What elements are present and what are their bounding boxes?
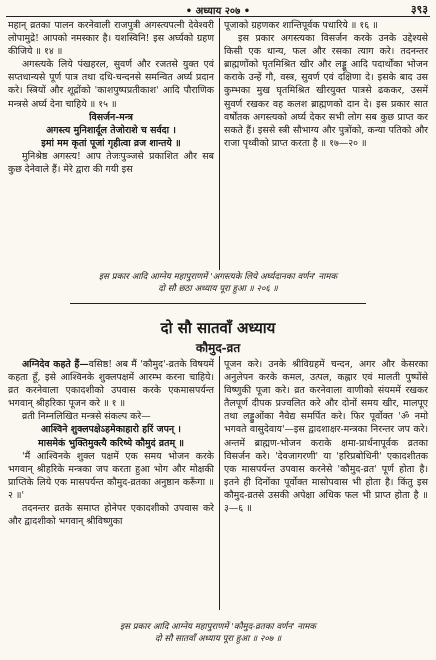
page-number: ३९३ bbox=[410, 3, 428, 16]
paragraph: महान् व्रतका पालन करनेवाली राजपुत्री अगस्त्यपत्नी देवेश्वरी लोपामुद्रे! आपको नमस्कार है। यशस्विनि! इस अर्घ्यको ग्रहण कीजिये ॥ १४ ॥ bbox=[8, 20, 214, 58]
mantra-line: अगस्त्य मुनिशार्दूल तेजोराशे च सर्वदा । bbox=[46, 124, 176, 136]
header-rule bbox=[6, 16, 430, 17]
colophon-line: इस प्रकार आदि आग्नेय महापुराणमें 'कौमुद-व्रतका वर्णन' नामक bbox=[120, 622, 316, 632]
colophon-line: दो सौ सातवाँ अध्याय पूरा हुआ ॥ २०७ ॥ bbox=[154, 634, 282, 644]
bottom-left-column bbox=[8, 358, 214, 528]
mantra-line: इमां मम कृतां पूजां गृहीत्वा व्रज शान्तये ॥ bbox=[41, 137, 181, 149]
paragraph: तदनन्तर व्रतके समाप्त होनेपर एकादशीको उपवास करे और द्वादशीको भगवान् श्रीविष्णुका bbox=[8, 503, 214, 528]
section-rule bbox=[70, 303, 366, 304]
mantra-line: आश्विने शुक्लपक्षेऽहमेकाहारो हरिं जपन् । bbox=[41, 424, 181, 436]
chapter-title: दो सौ सातवाँ अध्याय bbox=[160, 319, 276, 337]
mantra-line: मासमेकं भुक्तिमुक्त्यै करिष्ये कौमुदं व्रतम् ॥ bbox=[38, 437, 184, 449]
bottom-right-column bbox=[224, 358, 428, 515]
chapter-subtitle: कौमुद-व्रत bbox=[195, 341, 241, 355]
chapter-colophon bbox=[0, 621, 436, 645]
speaker-lead: अग्निदेव कहते हैं— bbox=[22, 359, 89, 370]
paragraph: 'मैं आश्विनके शुक्ल पक्षमें एक समय भोजन करके भगवान् श्रीहरिके मन्त्रका जप करता हुआ भोग और मोक्षकी प्राप्तिके लिये एक मासपर्यन्त कौमुद-व्रतका अनुष्ठान करूँगा ॥ २ ॥' bbox=[8, 450, 214, 501]
top-left-column bbox=[8, 19, 214, 176]
column-divider bbox=[219, 356, 220, 610]
paragraph: व्रती निम्नलिखित मन्त्रसे संकल्प करे— bbox=[22, 411, 151, 423]
running-title: • अध्याय २०७ • bbox=[185, 6, 251, 17]
paragraph: मुनिश्रेष्ठ अगस्त्य! आप तेजःपुञ्जसे प्रकाशित और सब कुछ देनेवाले हैं। मेरे द्वारा की गयी इस bbox=[8, 150, 214, 176]
paragraph: इस प्रकार अगस्त्यका विसर्जन करके उनके उद्देश्यसे किसी एक धान्य, फल और रसका त्याग करे। तदनन्तर ब्राह्मणोंको घृतमिश्रित खीर और लड्डू आदि पदार्थोंका भोजन कराके उन्हें गौ, वस्त्र, सुवर्ण एवं दक्षिणा दे। इसके बाद उस कुम्भका मुख घृतमिश्रित खीरयुक्त पात्रसे ढककर, उसमें सुवर्ण रखकर वह कलश ब्राह्मणको दान दे। इस प्रकार सात वर्षोंतक अगस्त्यको अर्घ्य देकर सभी लोग सब कुछ प्राप्त कर सकते हैं। इससे स्त्री सौभाग्य और पुत्रोंको, कन्या पतिको और राजा पृथ्वीको प्राप्त करता है ॥ १७—२० ॥ bbox=[224, 33, 428, 149]
chapter-colophon bbox=[0, 271, 436, 295]
paragraph: अगस्त्यके लिये पंखहरल, सुवर्ण और रजतसे युक्त एवं सप्तधान्यसे पूर्ण पात्र तथा दधि-चन्दनसे समन्वित अर्घ्य प्रदान करे। स्त्रियों और शूद्रोंको 'काशपुष्पप्रतीकाश' आदि पौराणिक मन्त्रसे अर्घ्य देना चाहिये ॥ १५ ॥ bbox=[8, 59, 214, 110]
paragraph: पूजाको ग्रहणकर शान्तिपूर्वक पधारिये ॥ १६ ॥ bbox=[224, 20, 378, 31]
paragraph: पूजन करे। उनके श्रीविग्रहमें चन्दन, अगर और केसरका अनुलेपन करके कमल, उत्पल, कह्लार एवं मालती पुष्पोंसे विष्णुकी पूजा करे। व्रत करनेवाला वाणीको संयममें रखकर तैलपूर्ण दीपक प्रज्वलित करे और दोनों समय खीर, मालपूए तथा लड्डुओंका नैवेद्य समर्पित करे। फिर पूर्वोक्त 'ॐ नमो भगवते वासुदेवाय'—इस द्वादशाक्षर-मन्त्रका निरन्तर जप करे। अन्तमें ब्राह्मण-भोजन कराके क्षमा-प्रार्थनापूर्वक व्रतका विसर्जन करे। 'देवजागरणी' या 'हरिप्रबोधिनी' एकादशीतक एक मासपर्यन्त उपवास करनेसे 'कौमुद-व्रत' पूर्ण होता है। इतने ही दिनोंका पूर्वोक्त मासोपवास भी होता है। किंतु इस कौमुद-व्रतसे उसकी अपेक्षा अधिक फल भी प्राप्त होता है ॥ ३—६ ॥ bbox=[224, 359, 428, 515]
page-header bbox=[0, 2, 436, 16]
top-right-column bbox=[224, 19, 428, 150]
paragraph-text: वसिष्ठ! अब मैं 'कौमुद'-व्रतके विषयमें कहता हूँ, इसे आश्विनके शुक्लपक्षमें आरम्भ करना चाहिये। व्रत करनेवाला एकादशीको उपवास करके एकमासपर्यन्त भगवान् श्रीहरिका पूजन करे ॥ १ ॥ bbox=[8, 359, 214, 410]
colophon-line: दो सौ छठा अध्याय पूरा हुआ ॥ २०६ ॥ bbox=[158, 284, 278, 294]
mantra-heading: विसर्जन-मन्त्र bbox=[89, 111, 133, 123]
column-divider bbox=[219, 18, 220, 270]
colophon-line: इस प्रकार आदि आग्नेय महापुराणमें 'अगस्त्यके लिये अर्घ्यदानका वर्णन' नामक bbox=[98, 272, 338, 282]
paragraph bbox=[8, 358, 214, 410]
